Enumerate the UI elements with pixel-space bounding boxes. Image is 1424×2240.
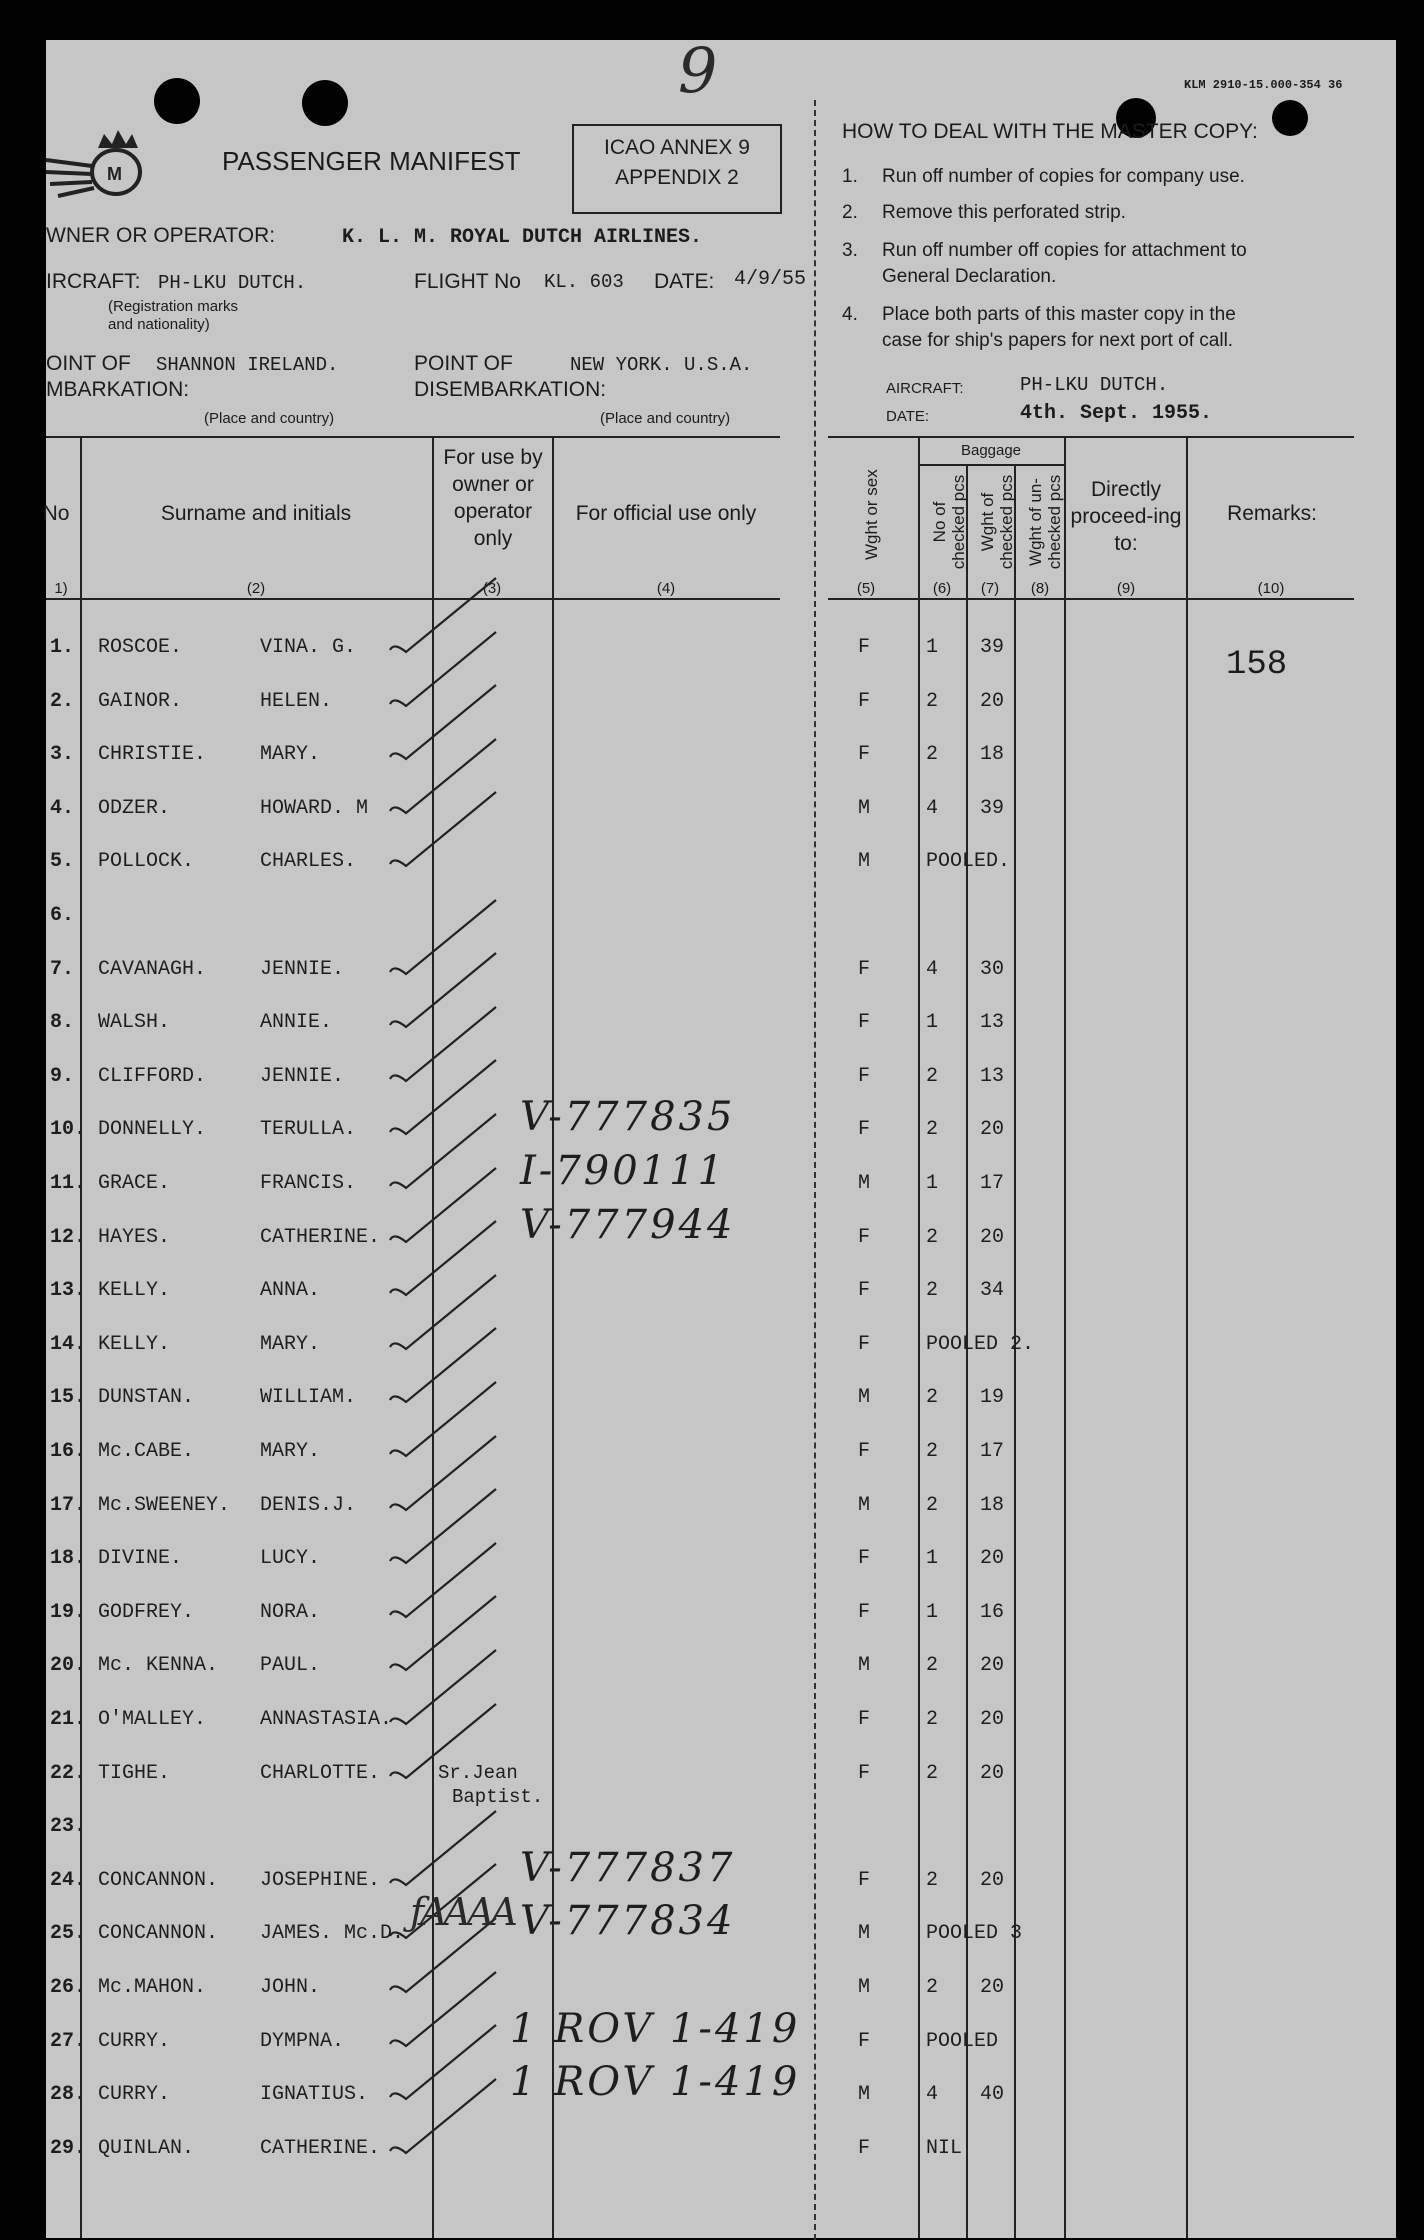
row-number: 17. (50, 1494, 87, 1517)
table-row (46, 1488, 1396, 1528)
baggage-checked-pcs: 2 (926, 743, 939, 766)
row-number: 5. (50, 850, 75, 873)
flight-label: FLIGHT No (414, 270, 521, 293)
col-number: (6) (932, 580, 952, 597)
passenger-sex: M (858, 2083, 871, 2106)
baggage-weight-checked: 34 (980, 1279, 1005, 1302)
row-number: 10. (50, 1118, 87, 1141)
handwritten-visa-note: V-777837 (520, 1845, 736, 1891)
passenger-surname: TIGHE. (98, 1762, 171, 1785)
table-row (46, 1648, 1396, 1688)
passenger-sex: M (858, 1386, 871, 1409)
aircraft-note: and nationality) (108, 316, 210, 333)
check-mark-icon (386, 786, 546, 876)
col-header-wght-checked: Wght of checked pcs (978, 474, 1016, 570)
row-number: 3. (50, 743, 75, 766)
col-header-wght-sex: Wght or sex (862, 469, 881, 560)
baggage-weight-checked: 20 (980, 1118, 1005, 1141)
instructions-aircraft-value: PH-LKU DUTCH. (1020, 374, 1169, 396)
baggage-checked-pcs: 2 (926, 1494, 939, 1517)
handwritten-visa-note: V-777834 (520, 1898, 736, 1944)
row-number: 18. (50, 1547, 87, 1570)
row-number: 13. (50, 1279, 87, 1302)
baggage-weight-checked: 13 (980, 1065, 1005, 1088)
passenger-sex: M (858, 1976, 871, 1999)
passenger-given-name: WILLIAM. (260, 1386, 357, 1409)
baggage-weight-checked: 18 (980, 743, 1005, 766)
baggage-checked-pcs: 4 (926, 958, 939, 981)
baggage-checked-pcs: 1 (926, 636, 939, 659)
row-number: 2. (50, 690, 75, 713)
passenger-surname: CAVANAGH. (98, 958, 207, 981)
passenger-given-name: CHARLOTTE. (260, 1762, 381, 1785)
passenger-surname: Mc.CABE. (98, 1440, 195, 1463)
instructions-title: HOW TO DEAL WITH THE MASTER COPY: (842, 120, 1258, 143)
table-row (46, 2006, 1396, 2064)
passenger-given-name: IGNATIUS. (260, 2083, 369, 2106)
passenger-surname: CHRISTIE. (98, 743, 207, 766)
table-row (46, 1845, 1396, 1903)
baggage-weight-checked: 17 (980, 1172, 1005, 1195)
passenger-surname: DIVINE. (98, 1547, 183, 1570)
passenger-sex: M (858, 1494, 871, 1517)
instructions-date-label: DATE: (886, 408, 930, 425)
table-row (46, 1702, 1396, 1742)
baggage-checked-pcs: 2 (926, 1118, 939, 1141)
place-note: (Place and country) (204, 410, 335, 427)
remarks-number: 158 (1226, 646, 1288, 684)
row-number: 21. (50, 1708, 87, 1731)
row-number: 14. (50, 1333, 87, 1356)
col-number: (8) (1030, 580, 1050, 597)
passenger-sex: F (858, 690, 871, 713)
passenger-surname: QUINLAN. (98, 2137, 195, 2160)
baggage-weight-checked: 18 (980, 1494, 1005, 1517)
baggage-checked-pcs: 2 (926, 1279, 939, 1302)
passenger-surname: HAYES. (98, 1226, 171, 1249)
passenger-sex: F (858, 1011, 871, 1034)
passenger-given-name: JAMES. Mc.D. (260, 1922, 405, 1945)
punch-hole (1272, 100, 1308, 136)
table-row (46, 1202, 1396, 1260)
baggage-checked-pcs: NIL (926, 2137, 963, 2160)
passenger-given-name: MARY. (260, 743, 321, 766)
table-row (46, 2131, 1396, 2171)
passenger-surname: GRACE. (98, 1172, 171, 1195)
instructions-aircraft-label: AIRCRAFT: (886, 380, 964, 397)
baggage-weight-checked: 13 (980, 1011, 1005, 1034)
passenger-surname: GODFREY. (98, 1601, 195, 1624)
punch-hole (154, 78, 200, 124)
passenger-sex: F (858, 1333, 871, 1356)
passenger-sex: M (858, 1172, 871, 1195)
handwritten-visa-note: I-790111 (520, 1148, 727, 1194)
table-row (46, 1809, 1396, 1849)
instructions-date-value: 4th. Sept. 1955. (1020, 402, 1213, 425)
owner-note: Baptist. (452, 1786, 544, 1808)
passenger-given-name: FRANCIS. (260, 1172, 357, 1195)
passenger-given-name: MARY. (260, 1440, 321, 1463)
col-number: (2) (246, 580, 266, 597)
col-number: (10) (1257, 580, 1285, 597)
passenger-sex: M (858, 1922, 871, 1945)
passenger-surname: GAINOR. (98, 690, 183, 713)
col-header-no: No (42, 502, 70, 525)
handwritten-visa-note: V-777944 (520, 1202, 736, 1248)
passenger-surname: Mc.SWEENEY. (98, 1494, 231, 1517)
baggage-checked-pcs: 1 (926, 1547, 939, 1570)
col-number: (5) (856, 580, 876, 597)
passenger-sex: F (858, 743, 871, 766)
baggage-checked-pcs: 4 (926, 2083, 939, 2106)
row-number: 11. (50, 1172, 87, 1195)
passenger-surname: Mc. KENNA. (98, 1654, 219, 1677)
passenger-given-name: CHARLES. (260, 850, 357, 873)
table-row (46, 1059, 1396, 1099)
col-number: (3) (482, 580, 502, 597)
handwritten-page-number: 9 (678, 34, 721, 107)
row-number: 6. (50, 904, 75, 927)
table-row (46, 791, 1396, 831)
owner-note: Sr.Jean (438, 1762, 518, 1784)
table-top-rule (46, 436, 780, 438)
passenger-surname: KELLY. (98, 1279, 171, 1302)
passenger-sex: F (858, 958, 871, 981)
row-number: 12. (50, 1226, 87, 1249)
passenger-sex: F (858, 1226, 871, 1249)
document-number: KLM 2910-15.000-354 36 (1184, 78, 1343, 92)
baggage-checked-pcs: 2 (926, 690, 939, 713)
row-number: 22. (50, 1762, 87, 1785)
passenger-sex: F (858, 1065, 871, 1088)
handwritten-scribble: ƒAAAA (410, 1890, 514, 1934)
baggage-checked-pcs: POOLED (926, 2030, 999, 2053)
baggage-weight-checked: 17 (980, 1440, 1005, 1463)
owner-label: WNER OR OPERATOR: (46, 224, 276, 247)
passenger-surname: ROSCOE. (98, 636, 183, 659)
col-header-wght-unchecked: Wght of un-checked pcs (1026, 474, 1064, 570)
page-title: PASSENGER MANIFEST (222, 146, 521, 176)
svg-text:M: M (107, 164, 122, 184)
disembarkation-label: DISEMBARKATION: (414, 378, 607, 401)
row-number: 20. (50, 1654, 87, 1677)
place-note: (Place and country) (600, 410, 731, 427)
owner-value: K. L. M. ROYAL DUTCH AIRLINES. (342, 226, 703, 249)
col-number: (7) (980, 580, 1000, 597)
passenger-given-name: ANNASTASIA. (260, 1708, 393, 1731)
baggage-checked-pcs: POOLED 2. (926, 1333, 1035, 1356)
embarkation-label: MBARKATION: (46, 378, 190, 401)
check-mark-icon (386, 2073, 546, 2163)
table-row (46, 1756, 1396, 1796)
baggage-checked-pcs: 2 (926, 1440, 939, 1463)
passenger-given-name: JOSEPHINE. (260, 1869, 381, 1892)
col-number: (4) (656, 580, 676, 597)
row-number: 26. (50, 1976, 87, 1999)
passenger-sex: M (858, 850, 871, 873)
date-value: 4/9/55 (734, 268, 807, 291)
aircraft-value: PH-LKU DUTCH. (158, 272, 307, 294)
baggage-checked-pcs: 2 (926, 1065, 939, 1088)
disembarkation-label: POINT OF (414, 352, 513, 375)
col-header-checked-pcs: No of checked pcs (930, 474, 968, 570)
baggage-weight-checked: 20 (980, 1869, 1005, 1892)
passenger-given-name: DENIS.J. (260, 1494, 357, 1517)
passenger-surname: KELLY. (98, 1333, 171, 1356)
baggage-checked-pcs: 2 (926, 1762, 939, 1785)
passenger-sex: F (858, 1762, 871, 1785)
table-row (46, 1541, 1396, 1581)
baggage-rule (918, 464, 1064, 466)
passenger-given-name: JENNIE. (260, 958, 345, 981)
baggage-weight-checked: 20 (980, 1708, 1005, 1731)
passenger-given-name: JENNIE. (260, 1065, 345, 1088)
manifest-page: KLM 2910-15.000-354 36 9 M PASSENGER MANIFEST ICAO ANNEX 9 APPENDIX 2 WNER OR OPERATOR: K. L. M. ROYAL DUTCH AIRLINES. IRCRAFT: PH-LKU DUTCH. (Registration marks and nationality) FLIGHT No KL. 603 DATE: 4/9/55 OINT OF SHANNON IRELAND. MBARKATION: (Place and country) POINT OF NEW YORK. U.S.A. DISEMBARKATION: (Place and country) HOW TO DEAL WITH THE MASTER COPY: 1. Run off number of copies for company use. 2. Remove this perforated strip. 3. Run off number off copies for attachment to General Declaration. 4. Place both parts of this master copy in the case for ship's papers for next port of call. AIRCRAFT: PH-LKU DUTCH. DATE: 4th. Sept. 1955. No Surname and initials For use by owner or operator only For official use only Wght or sex Baggage No of checked pcs Wght of checked pcs Wght of un-checked pcs Directly proceed-ing to: Remarks: 1) (2) (3) (4) (5) (6) (7) (8) (9) (10) 158 1. ROSCOE. VINA. G. F 1 39 2. GAINOR. HELEN. F 2 20 3. CHRISTIE. MARY. F 2 18 4. ODZER. HOWARD. M M 4 39 5. POLLOCK. CHARLES. M POOLED. 6. 7. CAVANAGH. JENNIE. F 4 30 8. WALSH. ANNIE. F 1 13 9. CLIFFORD. JENNIE. F 2 13 10. DONNELLY. TERULLA. F 2 20 V-777835 11. GRACE. FRANCIS. M 1 17 I-790111 12. HAYES. CATHERINE. F 2 20 V-777944 13. KELLY. ANNA. F 2 34 14. KELLY. MARY. F POOLED 2. 15. DUNSTAN. WILLIAM. M 2 19 16. Mc.CABE. MARY. F 2 17 17. Mc.SWEENEY. DENIS.J. M 2 18 18. DIVINE. LUCY. F 1 20 19. GODFREY. NORA. F 1 16 20. Mc. KENNA. PAUL. M 2 20 21. O'MALLEY. ANNASTASIA. F 2 20 22. TIGHE. CHARLOTTE. F 2 20 23. 24. CONCANNON. JOSEPHINE. F 2 20 V-777837 25. CONCANNON. JAMES. Mc.D. M POOLED 3 V-777834 26. Mc.MAHON. JOHN. M 2 20 27. CURRY. DYMPNA. F POOLED 1 ROV 1-419 28. CURRY. IGNATIUS. M 4 40 1 ROV 1-419 29. QUINLAN. CATHERINE. F NIL Sr.Jean Baptist. ƒAAAA (46, 40, 1396, 2238)
baggage-weight-checked: 16 (980, 1601, 1005, 1624)
annex-box (572, 124, 782, 214)
punch-hole (302, 80, 348, 126)
table-row (46, 1595, 1396, 1635)
passenger-sex: F (858, 1118, 871, 1141)
row-number: 1. (50, 636, 75, 659)
passenger-given-name: CATHERINE. (260, 1226, 381, 1249)
passenger-surname: DUNSTAN. (98, 1386, 195, 1409)
passenger-sex: F (858, 1869, 871, 1892)
table-row (46, 844, 1396, 884)
passenger-given-name: LUCY. (260, 1547, 321, 1570)
date-label: DATE: (654, 270, 715, 293)
baggage-checked-pcs: 2 (926, 1386, 939, 1409)
baggage-weight-checked: 20 (980, 1976, 1005, 1999)
table-header-rule (828, 598, 1354, 600)
passenger-given-name: MARY. (260, 1333, 321, 1356)
col-header-official: For official use only (575, 502, 757, 525)
aircraft-label: IRCRAFT: (46, 270, 141, 293)
baggage-checked-pcs: 1 (926, 1601, 939, 1624)
flight-value: KL. 603 (544, 271, 624, 293)
row-number: 29. (50, 2137, 87, 2160)
baggage-checked-pcs: 1 (926, 1011, 939, 1034)
passenger-given-name: VINA. G. (260, 636, 357, 659)
passenger-sex: F (858, 1708, 871, 1731)
table-row (46, 1434, 1396, 1474)
baggage-checked-pcs: 2 (926, 1226, 939, 1249)
passenger-sex: F (858, 636, 871, 659)
col-header-directly: Directly proceed-ing to: (1070, 478, 1182, 555)
table-row (46, 898, 1396, 938)
passenger-surname: POLLOCK. (98, 850, 195, 873)
col-header-baggage: Baggage (960, 442, 1022, 459)
annex-line2: APPENDIX 2 (615, 166, 739, 189)
table-row (46, 1273, 1396, 1313)
passenger-sex: F (858, 1279, 871, 1302)
table-row (46, 2059, 1396, 2117)
baggage-weight-checked: 20 (980, 1547, 1005, 1570)
baggage-checked-pcs: 1 (926, 1172, 939, 1195)
col-number: 1) (54, 580, 68, 597)
passenger-surname: CLIFFORD. (98, 1065, 207, 1088)
passenger-given-name: ANNA. (260, 1279, 321, 1302)
row-number: 28. (50, 2083, 87, 2106)
baggage-weight-checked: 20 (980, 690, 1005, 713)
row-number: 7. (50, 958, 75, 981)
baggage-checked-pcs: 2 (926, 1708, 939, 1731)
table-top-rule (828, 436, 1354, 438)
table-row (46, 1380, 1396, 1420)
row-number: 24. (50, 1869, 87, 1892)
col-header-owner-use: For use by owner or operator only (443, 446, 543, 550)
passenger-surname: WALSH. (98, 1011, 171, 1034)
handwritten-visa-note: 1 ROV 1-419 (510, 2006, 801, 2052)
passenger-sex: F (858, 2137, 871, 2160)
row-number: 16. (50, 1440, 87, 1463)
passenger-sex: F (858, 1601, 871, 1624)
baggage-weight-checked: 30 (980, 958, 1005, 981)
col-number: (9) (1116, 580, 1136, 597)
passenger-sex: F (858, 2030, 871, 2053)
passenger-surname: CURRY. (98, 2083, 171, 2106)
passenger-given-name: JOHN. (260, 1976, 321, 1999)
row-number: 25. (50, 1922, 87, 1945)
aircraft-note: (Registration marks (108, 298, 239, 315)
table-row (46, 1970, 1396, 2010)
table-row (46, 1327, 1396, 1367)
row-number: 23. (50, 1815, 87, 1838)
baggage-weight-checked: 39 (980, 636, 1005, 659)
baggage-weight-checked: 39 (980, 797, 1005, 820)
table-row (46, 737, 1396, 777)
passenger-surname: ODZER. (98, 797, 171, 820)
table-row (46, 1005, 1396, 1045)
passenger-sex: F (858, 1440, 871, 1463)
handwritten-visa-note: 1 ROV 1-419 (510, 2059, 801, 2105)
embarkation-value: SHANNON IRELAND. (156, 354, 339, 376)
passenger-surname: DONNELLY. (98, 1118, 207, 1141)
baggage-weight-checked: 20 (980, 1762, 1005, 1785)
baggage-weight-checked: 20 (980, 1226, 1005, 1249)
col-header-remarks: Remarks: (1227, 502, 1317, 525)
row-number: 4. (50, 797, 75, 820)
passenger-given-name: TERULLA. (260, 1118, 357, 1141)
passenger-given-name: PAUL. (260, 1654, 321, 1677)
row-number: 15. (50, 1386, 87, 1409)
passenger-given-name: HOWARD. M (260, 797, 369, 820)
passenger-surname: CONCANNON. (98, 1922, 219, 1945)
baggage-weight-checked: 19 (980, 1386, 1005, 1409)
row-number: 27. (50, 2030, 87, 2053)
passenger-given-name: ANNIE. (260, 1011, 333, 1034)
baggage-weight-checked: 40 (980, 2083, 1005, 2106)
passenger-given-name: NORA. (260, 1601, 321, 1624)
baggage-checked-pcs: 4 (926, 797, 939, 820)
baggage-checked-pcs: POOLED 3 (926, 1922, 1023, 1945)
passenger-given-name: HELEN. (260, 690, 333, 713)
table-row (46, 1148, 1396, 1206)
baggage-checked-pcs: 2 (926, 1869, 939, 1892)
baggage-checked-pcs: 2 (926, 1976, 939, 1999)
passenger-surname: CURRY. (98, 2030, 171, 2053)
passenger-given-name: DYMPNA. (260, 2030, 345, 2053)
table-row (46, 1094, 1396, 1152)
passenger-given-name: CATHERINE. (260, 2137, 381, 2160)
row-number: 9. (50, 1065, 75, 1088)
embarkation-label: OINT OF (46, 352, 131, 375)
row-number: 19. (50, 1601, 87, 1624)
passenger-surname: O'MALLEY. (98, 1708, 207, 1731)
passenger-sex: M (858, 1654, 871, 1677)
col-header-surname: Surname and initials (160, 502, 352, 525)
passenger-surname: CONCANNON. (98, 1869, 219, 1892)
disembarkation-value: NEW YORK. U.S.A. (570, 354, 753, 376)
passenger-surname: Mc.MAHON. (98, 1976, 207, 1999)
klm-crown-logo-icon (46, 120, 166, 210)
passenger-sex: F (858, 1547, 871, 1570)
baggage-checked-pcs: POOLED. (926, 850, 1011, 873)
row-number: 8. (50, 1011, 75, 1034)
table-row (46, 630, 1396, 670)
handwritten-visa-note: V-777835 (520, 1094, 736, 1140)
table-row (46, 684, 1396, 724)
passenger-sex: M (858, 797, 871, 820)
table-row (46, 952, 1396, 992)
annex-line1: ICAO ANNEX 9 (604, 136, 750, 159)
baggage-weight-checked: 20 (980, 1654, 1005, 1677)
baggage-checked-pcs: 2 (926, 1654, 939, 1677)
